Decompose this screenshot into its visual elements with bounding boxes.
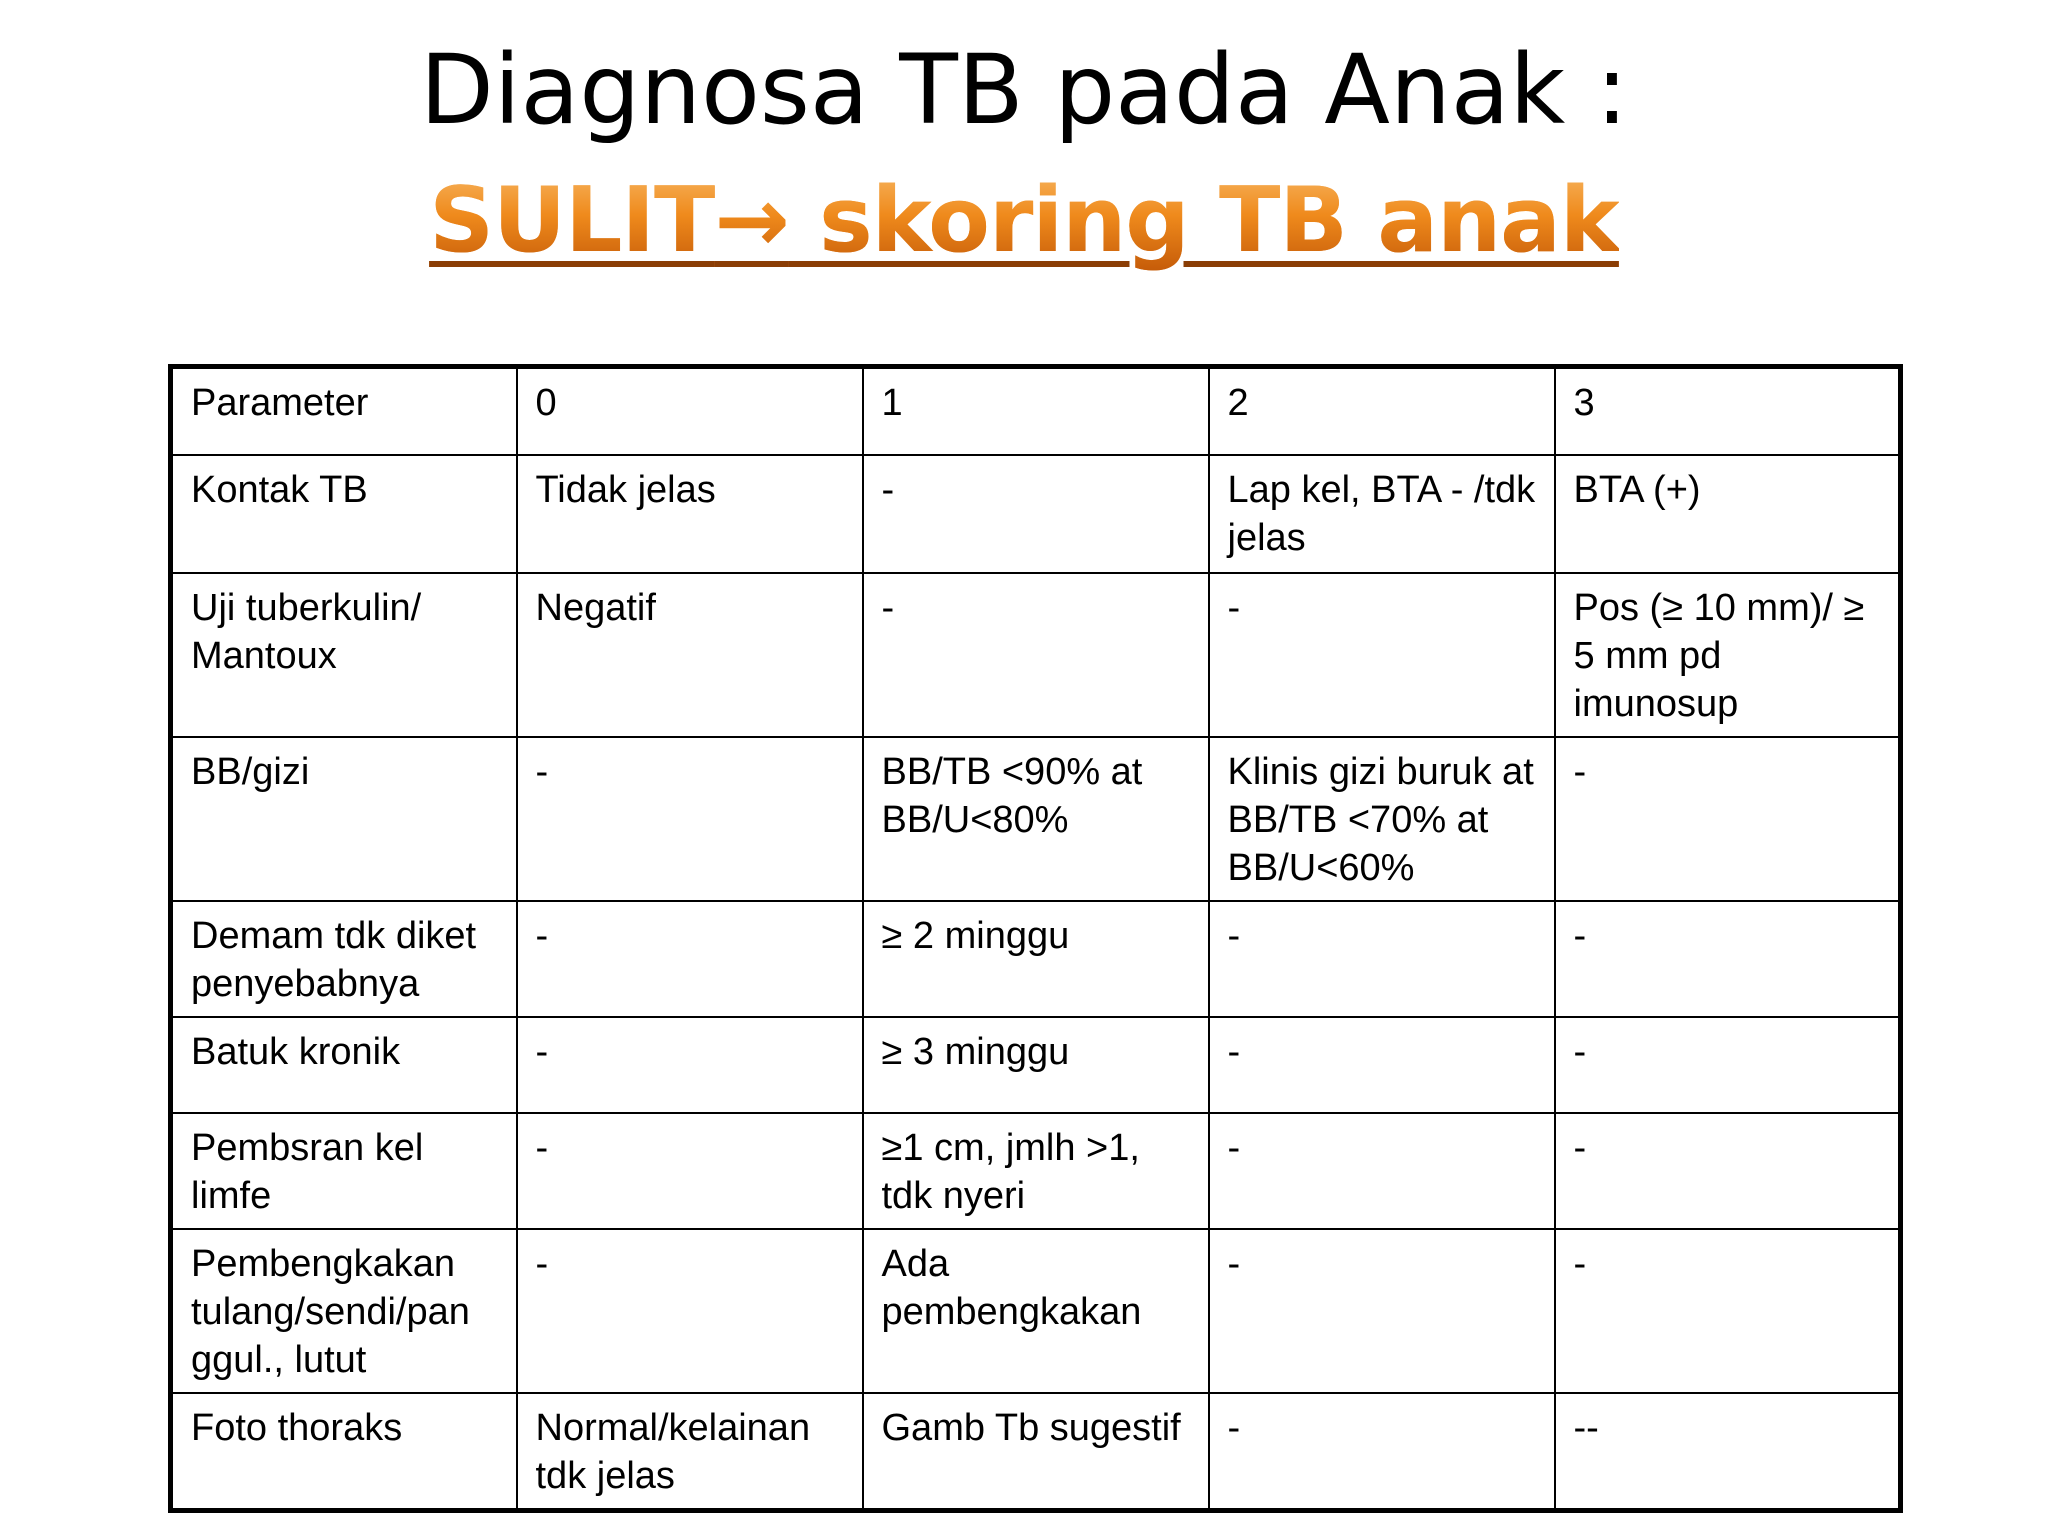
- table-cell: ≥ 3 minggu: [863, 1017, 1209, 1113]
- table-cell: -: [517, 737, 863, 901]
- header-cell-score-0: 0: [517, 367, 863, 455]
- table-row: [171, 455, 1901, 573]
- table-row: [171, 901, 1901, 1017]
- table-cell: -: [1555, 737, 1901, 901]
- right-arrow-icon: →: [714, 168, 789, 273]
- table-row: [171, 1113, 1901, 1229]
- table-row: [171, 737, 1901, 901]
- table-cell: Pos (≥ 10 mm)/ ≥ 5 mm pd imunosup: [1555, 573, 1901, 737]
- table-cell: -: [863, 573, 1209, 737]
- table-cell: -: [1209, 1393, 1555, 1511]
- table-cell: -: [1209, 573, 1555, 737]
- table-cell: -: [863, 455, 1209, 573]
- table-cell: Negatif: [517, 573, 863, 737]
- table-cell-parameter: Pembengkakan tulang/sendi/pan ggul., lutut: [171, 1229, 517, 1393]
- table-cell: -: [1209, 1113, 1555, 1229]
- table-cell: Normal/kelainan tdk jelas: [517, 1393, 863, 1511]
- table-cell: Tidak jelas: [517, 455, 863, 573]
- table-cell: -: [1555, 1229, 1901, 1393]
- table-cell: -: [517, 1113, 863, 1229]
- header-cell-score-2: 2: [1209, 367, 1555, 455]
- table-cell: -: [517, 1229, 863, 1393]
- table-cell-parameter: Kontak TB: [171, 455, 517, 573]
- table-cell: -: [517, 901, 863, 1017]
- table-cell-parameter: Batuk kronik: [171, 1017, 517, 1113]
- header-cell-score-3: 3: [1555, 367, 1901, 455]
- subtitle-prefix: SULIT: [429, 168, 715, 273]
- table-cell: Klinis gizi buruk at BB/TB <70% at BB/U<60%: [1209, 737, 1555, 901]
- table-cell-parameter: Uji tuberkulin/ Mantoux: [171, 573, 517, 737]
- table-cell: -: [1209, 1229, 1555, 1393]
- table-header-row: [171, 367, 1901, 455]
- table-cell: ≥ 2 minggu: [863, 901, 1209, 1017]
- table-cell: -: [1555, 901, 1901, 1017]
- table-cell: ≥1 cm, jmlh >1, tdk nyeri: [863, 1113, 1209, 1229]
- table-cell: Lap kel, BTA - /tdk jelas: [1209, 455, 1555, 573]
- table-cell: BB/TB <90% at BB/U<80%: [863, 737, 1209, 901]
- table-row: [171, 1229, 1901, 1393]
- scoring-table: [168, 364, 1903, 1513]
- table-cell: -: [1555, 1017, 1901, 1113]
- slide-title: [0, 28, 2048, 280]
- table-cell: -: [517, 1017, 863, 1113]
- subtitle-suffix: skoring TB anak: [788, 168, 1619, 273]
- table-row: [171, 1393, 1901, 1511]
- table-cell-parameter: BB/gizi: [171, 737, 517, 901]
- table-cell: -: [1209, 1017, 1555, 1113]
- table-row: [171, 1017, 1901, 1113]
- table-cell-parameter: Demam tdk diket penyebabnya: [171, 901, 517, 1017]
- table-cell-parameter: Foto thoraks: [171, 1393, 517, 1511]
- table-cell: -: [1209, 901, 1555, 1017]
- table-cell: -: [1555, 1113, 1901, 1229]
- header-cell-score-1: 1: [863, 367, 1209, 455]
- title-subtitle: [429, 162, 1619, 280]
- header-cell-parameter: Parameter: [171, 367, 517, 455]
- table-row: [171, 573, 1901, 737]
- table-cell-parameter: Pembsran kel limfe: [171, 1113, 517, 1229]
- table-cell: BTA (+): [1555, 455, 1901, 573]
- table-cell: Gamb Tb sugestif: [863, 1393, 1209, 1511]
- table-cell: --: [1555, 1393, 1901, 1511]
- table-cell: Ada pembengkakan: [863, 1229, 1209, 1393]
- title-main: Diagnosa TB pada Anak :: [419, 34, 1629, 146]
